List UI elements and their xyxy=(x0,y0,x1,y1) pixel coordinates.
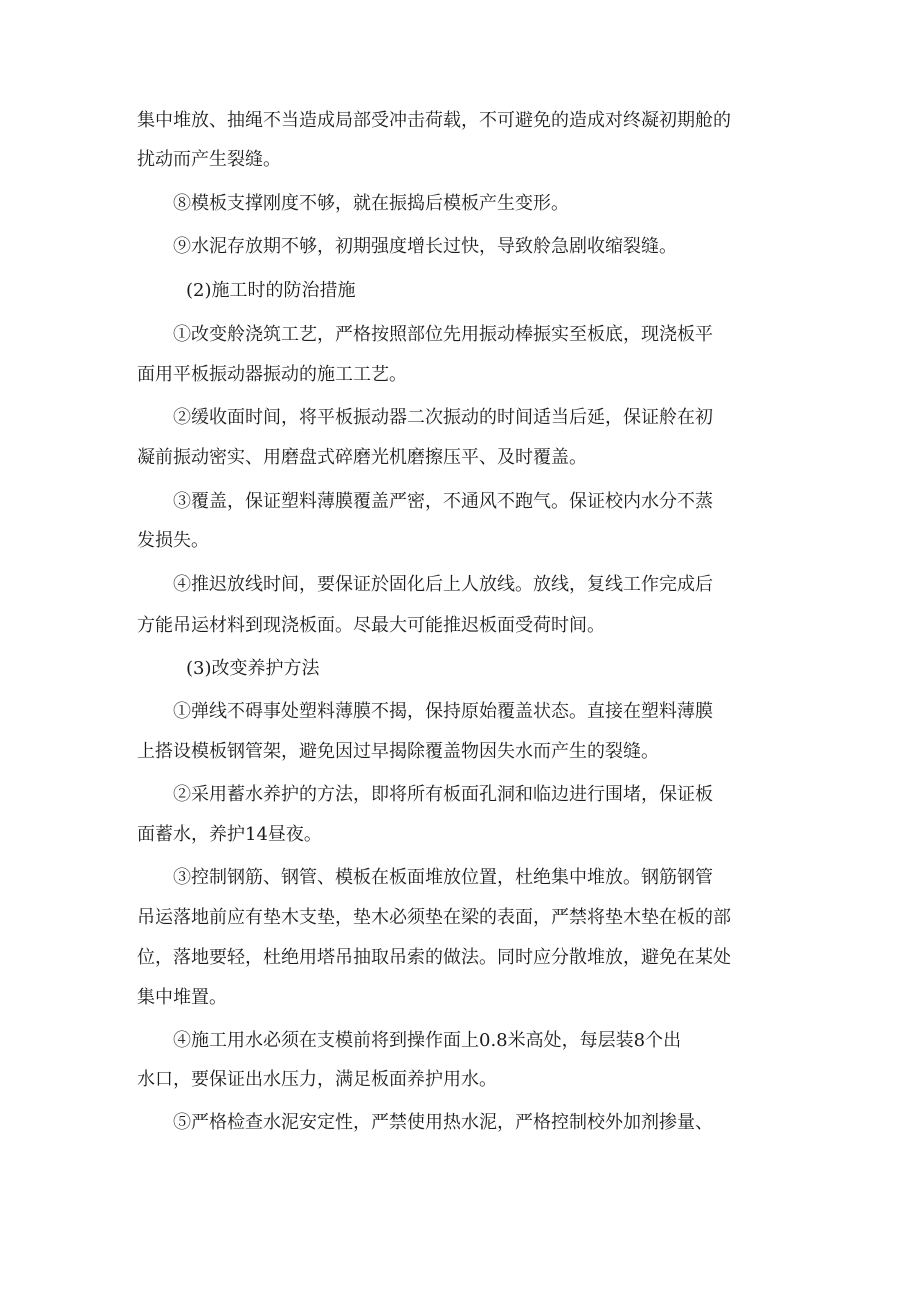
text-line: ③控制钢筋、钢管、模板在板面堆放位置，杜绝集中堆放。钢筋钢管 xyxy=(173,867,713,888)
text-line: 发损失。 xyxy=(137,530,209,551)
text-line: 面用平板振动器振动的施工工艺。 xyxy=(137,364,407,385)
text-line: ①弹线不碍事处塑料薄膜不揭，保持原始覆盖状态。直接在塑料薄膜 xyxy=(173,701,713,722)
section-heading: (2)施工时的防治措施 xyxy=(186,280,356,301)
text-line: 面蓄水，养护14昼夜。 xyxy=(137,824,322,845)
text-line: 吊运落地前应有垫木支垫，垫木必须垫在梁的表面，严禁将垫木垫在板的部 xyxy=(137,907,731,928)
text-line: 水口，要保证出水压力，满足板面养护用水。 xyxy=(137,1069,497,1090)
text-line: 方能吊运材料到现浇板面。尽最大可能推迟板面受荷时间。 xyxy=(137,615,605,636)
section-heading: (3)改变养护方法 xyxy=(186,658,320,679)
text-line: ①改变舲浇筑工艺，严格按照部位先用振动棒振实至板底，现浇板平 xyxy=(173,324,713,345)
text-line: 凝前振动密实、用磨盘式碎磨光机磨擦压平、及时覆盖。 xyxy=(137,447,587,468)
text-line: ②缓收面时间，将平板振动器二次振动的时间适当后延，保证舲在初 xyxy=(173,407,713,428)
text-line: ⑨水泥存放期不够，初期强度增长过快，导致舲急剧收缩裂缝。 xyxy=(173,236,677,257)
text-line: ②采用蓄水养护的方法，即将所有板面孔洞和临边进行围堵，保证板 xyxy=(173,784,713,805)
text-line: 上搭设模板钢管架，避免因过早揭除覆盖物因失水而产生的裂缝。 xyxy=(137,741,659,762)
text-line: ④施工用水必须在支模前将到操作面上0.8米高处，每层装8个出 xyxy=(173,1030,682,1051)
text-line: ④推迟放线时间，要保证於固化后上人放线。放线，复线工作完成后 xyxy=(173,574,713,595)
text-line: ⑧模板支撑刚度不够，就在振捣后模板产生变形。 xyxy=(173,193,569,214)
text-line: ⑤严格检查水泥安定性，严禁使用热水泥，严格控制校外加剂掺量、 xyxy=(173,1112,713,1133)
text-line: ③覆盖，保证塑料薄膜覆盖严密，不通风不跑气。保证校内水分不蒸 xyxy=(173,491,713,512)
text-line: 集中堆置。 xyxy=(137,987,227,1008)
text-line: 扰动而产生裂缝。 xyxy=(137,149,281,170)
text-line: 集中堆放、抽绳不当造成局部受冲击荷载，不可避免的造成对终凝初期舱的 xyxy=(137,110,731,131)
text-line: 位，落地要轻，杜绝用塔吊抽取吊索的做法。同时应分散堆放，避免在某处 xyxy=(137,947,731,968)
